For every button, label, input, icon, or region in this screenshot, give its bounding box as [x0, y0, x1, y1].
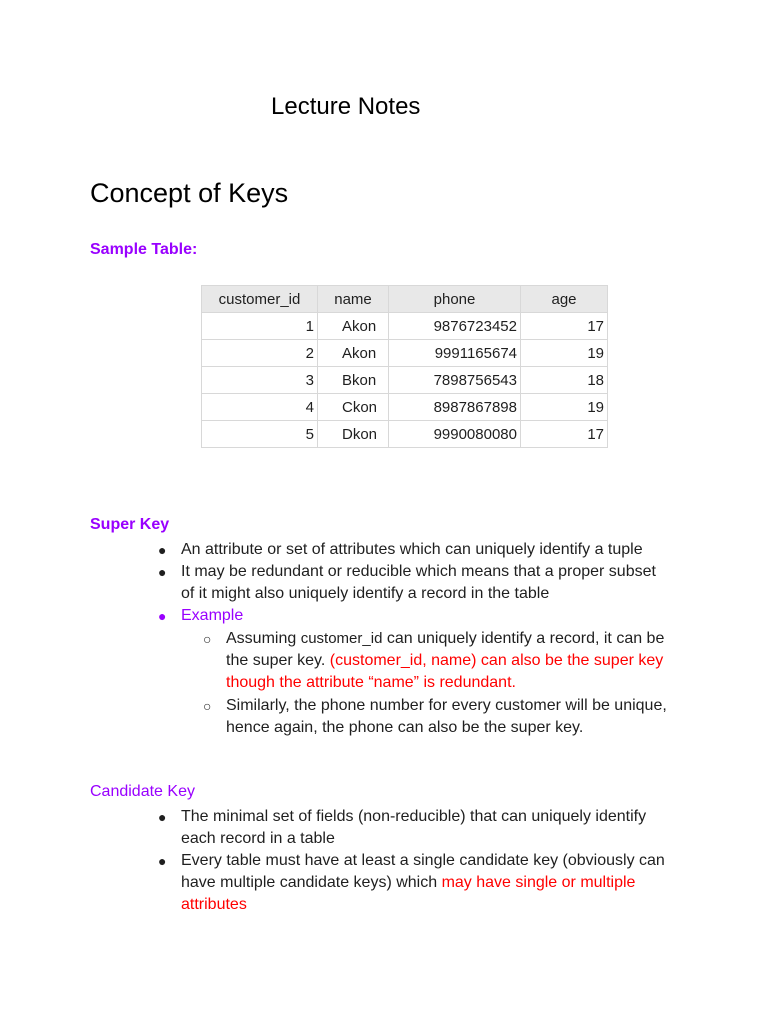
candidate-bullet-2-line-3: attributes [181, 896, 247, 913]
cell-customer-id: 3 [202, 367, 318, 394]
bullet-icon: ● [158, 542, 167, 558]
cell-age: 18 [521, 367, 608, 394]
table-header-row [202, 286, 608, 313]
cell-name: Dkon [318, 421, 389, 448]
super-key-example-label: Example [181, 607, 244, 624]
example-1-suffix: can uniquely identify a record, it can be [382, 630, 665, 647]
example-1-line-3: though the attribute “name” is redundant. [226, 674, 516, 691]
example-1-highlight: (customer_id, name) can also be the super key [329, 652, 664, 669]
candidate-key-heading: Candidate Key [90, 783, 195, 800]
table-row [202, 313, 608, 340]
super-key-bullet-2-line-1: It may be redundant or reducible which means that a proper subset [181, 563, 656, 580]
example-1-line-1 [226, 628, 664, 650]
candidate-bullet-1-line-2: each record in a table [181, 830, 335, 847]
cell-phone: 9991165674 [389, 340, 521, 367]
cell-name: Ckon [318, 394, 389, 421]
example-2-line-2: hence again, the phone can also be the super key. [226, 719, 584, 736]
page-title: Lecture Notes [271, 93, 421, 120]
sub-bullet-icon: ○ [203, 698, 212, 714]
super-key-heading: Super Key [90, 516, 170, 533]
table-row [202, 421, 608, 448]
bullet-icon: ● [158, 564, 167, 580]
example-1-line-2 [226, 650, 663, 672]
table-row [202, 340, 608, 367]
header-phone: phone [389, 286, 521, 313]
bullet-icon: ● [158, 853, 167, 869]
cell-name: Akon [318, 340, 389, 367]
header-age: age [521, 286, 608, 313]
cell-phone: 8987867898 [389, 394, 521, 421]
candidate-bullet-2-line-1: Every table must have at least a single candidate key (obviously can [181, 852, 665, 869]
super-key-bullet-2-line-2: of it might also uniquely identify a record in the table [181, 585, 550, 602]
table-row [202, 367, 608, 394]
example-2-line-1: Similarly, the phone number for every customer will be unique, [226, 697, 667, 714]
cell-name: Akon [318, 313, 389, 340]
cell-customer-id: 1 [202, 313, 318, 340]
table-row [202, 394, 608, 421]
super-key-bullet-1: An attribute or set of attributes which can uniquely identify a tuple [181, 541, 643, 558]
cell-phone: 9876723452 [389, 313, 521, 340]
candidate-bullet-2-text: have multiple candidate keys) which [181, 874, 442, 891]
candidate-bullet-1-line-1: The minimal set of fields (non-reducible) that can uniquely identify [181, 808, 647, 825]
header-name: name [318, 286, 389, 313]
cell-phone: 9990080080 [389, 421, 521, 448]
cell-phone: 7898756543 [389, 367, 521, 394]
cell-age: 17 [521, 313, 608, 340]
candidate-bullet-2-line-2 [181, 872, 635, 894]
cell-age: 19 [521, 394, 608, 421]
cell-customer-id: 5 [202, 421, 318, 448]
cell-age: 17 [521, 421, 608, 448]
bullet-icon: ● [158, 809, 167, 825]
cell-age: 19 [521, 340, 608, 367]
customer-id-inline-code: customer_id [300, 630, 383, 647]
header-customer-id: customer_id [202, 286, 318, 313]
example-1-prefix: Assuming [226, 630, 301, 647]
bullet-icon: ● [158, 608, 167, 624]
cell-name: Bkon [318, 367, 389, 394]
section-heading: Concept of Keys [90, 178, 289, 208]
cell-customer-id: 4 [202, 394, 318, 421]
sample-table-label: Sample Table: [90, 241, 198, 258]
sub-bullet-icon: ○ [203, 631, 212, 647]
cell-customer-id: 2 [202, 340, 318, 367]
candidate-bullet-2-highlight: may have single or multiple [441, 874, 636, 891]
sample-table [201, 285, 608, 448]
example-1-line-2-text: the super key. [226, 652, 330, 669]
